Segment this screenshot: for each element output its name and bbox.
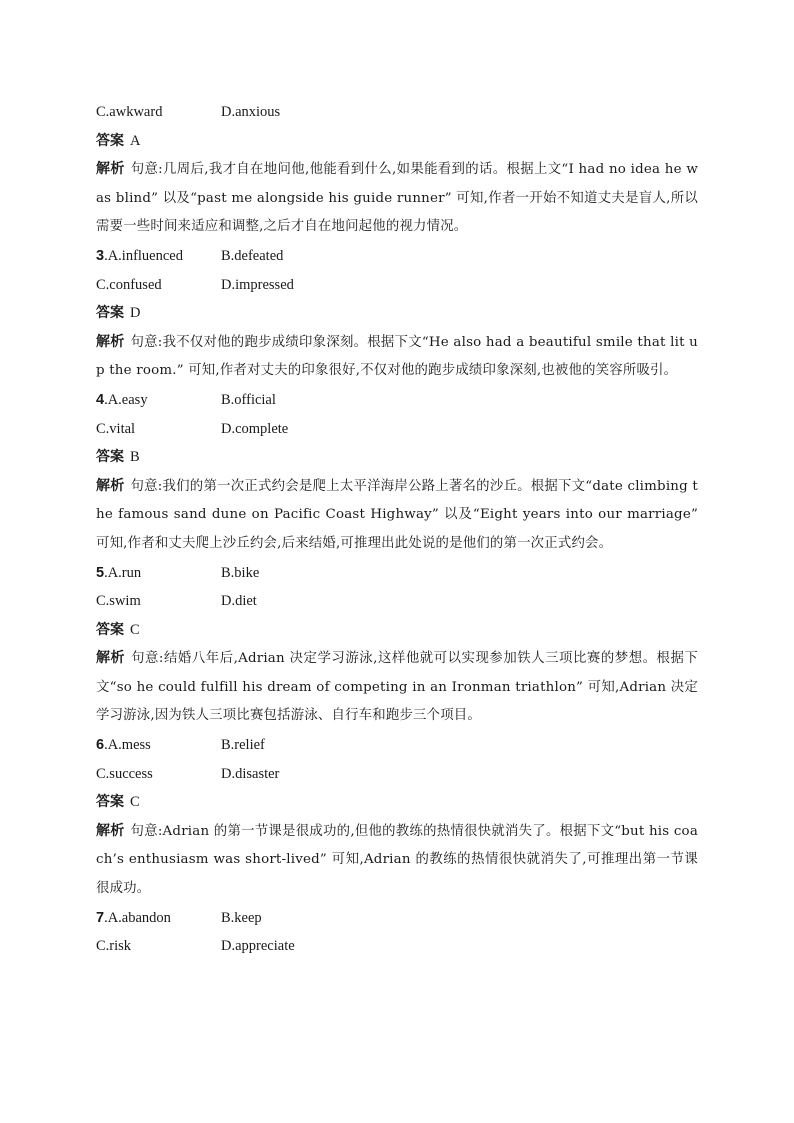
question-number: 6 xyxy=(96,737,105,754)
explanation-label: 解析 xyxy=(96,333,125,350)
question-number: 4 xyxy=(96,391,105,408)
option-c: C.success xyxy=(96,765,153,782)
explanation-text: 句意:几周后,我才自在地问他,他能看到什么,如果能看到的话。根据上文“I had no idea he was blind” 以及“past me alongside his guide runner” 可知,作者一开始不知道丈夫是盲人,所以需要一些时间来适应和调整,之后才自在地问起他的视力情况。 xyxy=(96,162,699,235)
options-row xyxy=(96,731,698,760)
explanation-label: 解析 xyxy=(96,477,125,494)
option-c: C.swim xyxy=(96,593,141,610)
options-row xyxy=(96,760,698,789)
answer-value: B xyxy=(130,449,140,466)
option-d: D.disaster xyxy=(221,765,280,782)
option-a: 7.A.abandon xyxy=(96,909,171,926)
answer-line xyxy=(96,127,698,156)
answer-label: 答案 xyxy=(96,621,124,638)
option-d: D.appreciate xyxy=(221,938,295,955)
option-a: 6.A.mess xyxy=(96,737,151,754)
options-row xyxy=(96,904,698,933)
explanation-block xyxy=(96,817,698,904)
option-a: 5.A.run xyxy=(96,564,142,581)
answer-label: 答案 xyxy=(96,449,124,466)
option-d: D.diet xyxy=(221,593,257,610)
question-number: 3 xyxy=(96,247,105,264)
answer-line xyxy=(96,443,698,472)
explanation-label: 解析 xyxy=(96,822,125,839)
question-number: 7 xyxy=(96,909,105,926)
option-b: B.official xyxy=(221,391,276,408)
answer-value: C xyxy=(130,621,140,638)
explanation-label: 解析 xyxy=(96,650,126,667)
answer-line xyxy=(96,788,698,817)
options-row xyxy=(96,587,698,616)
options-row xyxy=(96,98,698,127)
answer-value: D xyxy=(130,305,141,322)
explanation-block xyxy=(96,155,698,242)
option-d: D.anxious xyxy=(221,104,281,120)
answer-label: 答案 xyxy=(96,132,124,149)
option-b: B.relief xyxy=(221,737,265,754)
options-row xyxy=(96,932,698,961)
document-page xyxy=(96,98,698,961)
option-c: C.vital xyxy=(96,420,136,437)
option-d: D.complete xyxy=(221,420,289,437)
explanation-label: 解析 xyxy=(96,161,125,178)
option-b: B.bike xyxy=(221,564,260,581)
answer-label: 答案 xyxy=(96,794,124,811)
explanation-text: 句意:Adrian 的第一节课是很成功的,但他的教练的热情很快就消失了。根据下文“but his coach’s enthusiasm was short-lived” 可知,Adrian 的教练的热情很快就消失了,可推理出第一节课很成功。 xyxy=(96,823,698,897)
option-c: C.risk xyxy=(96,938,132,955)
answer-value: A xyxy=(130,132,141,149)
option-a: 4.A.easy xyxy=(96,391,148,408)
answer-line xyxy=(96,616,698,645)
option-c: C.awkward xyxy=(96,104,163,120)
explanation-block xyxy=(96,328,698,386)
question-number: 5 xyxy=(96,564,105,581)
explanation-text: 句意:结婚八年后,Adrian 决定学习游泳,这样他就可以实现参加铁人三项比赛的梦想。根据下文“so he could fulfill his dream of competing in an Ironman triathlon” 可知,Adrian 决定学习游泳,因为铁人三项比赛包括游泳、自行车和跑步三个项目。 xyxy=(96,651,698,724)
option-a: 3.A.influenced xyxy=(96,247,183,264)
answer-value: C xyxy=(130,794,140,811)
option-b: B.keep xyxy=(221,909,262,926)
options-row xyxy=(96,242,698,271)
options-row xyxy=(96,271,698,300)
options-row xyxy=(96,559,698,588)
answer-label: 答案 xyxy=(96,305,124,322)
explanation-text: 句意:我们的第一次正式约会是爬上太平洋海岸公路上著名的沙丘。根据下文“date climbing the famous sand dune on Pacific Coast Highway” 以及“Eight years into our marriage” 可知,作者和丈夫爬上沙丘约会,后来结婚,可推理出此处说的是他们的第一次正式约会。 xyxy=(96,478,698,551)
explanation-block xyxy=(96,644,698,731)
option-b: B.defeated xyxy=(221,247,284,264)
explanation-block xyxy=(96,472,698,559)
options-row xyxy=(96,386,698,415)
option-c: C.confused xyxy=(96,276,162,293)
options-row xyxy=(96,415,698,444)
explanation-text: 句意:我不仅对他的跑步成绩印象深刻。根据下文“He also had a beautiful smile that lit up the room.” 可知,作者对丈夫的印象很好,不仅对他的跑步成绩印象深刻,也被他的笑容所吸引。 xyxy=(96,334,698,379)
option-d: D.impressed xyxy=(221,276,294,293)
answer-line xyxy=(96,299,698,328)
